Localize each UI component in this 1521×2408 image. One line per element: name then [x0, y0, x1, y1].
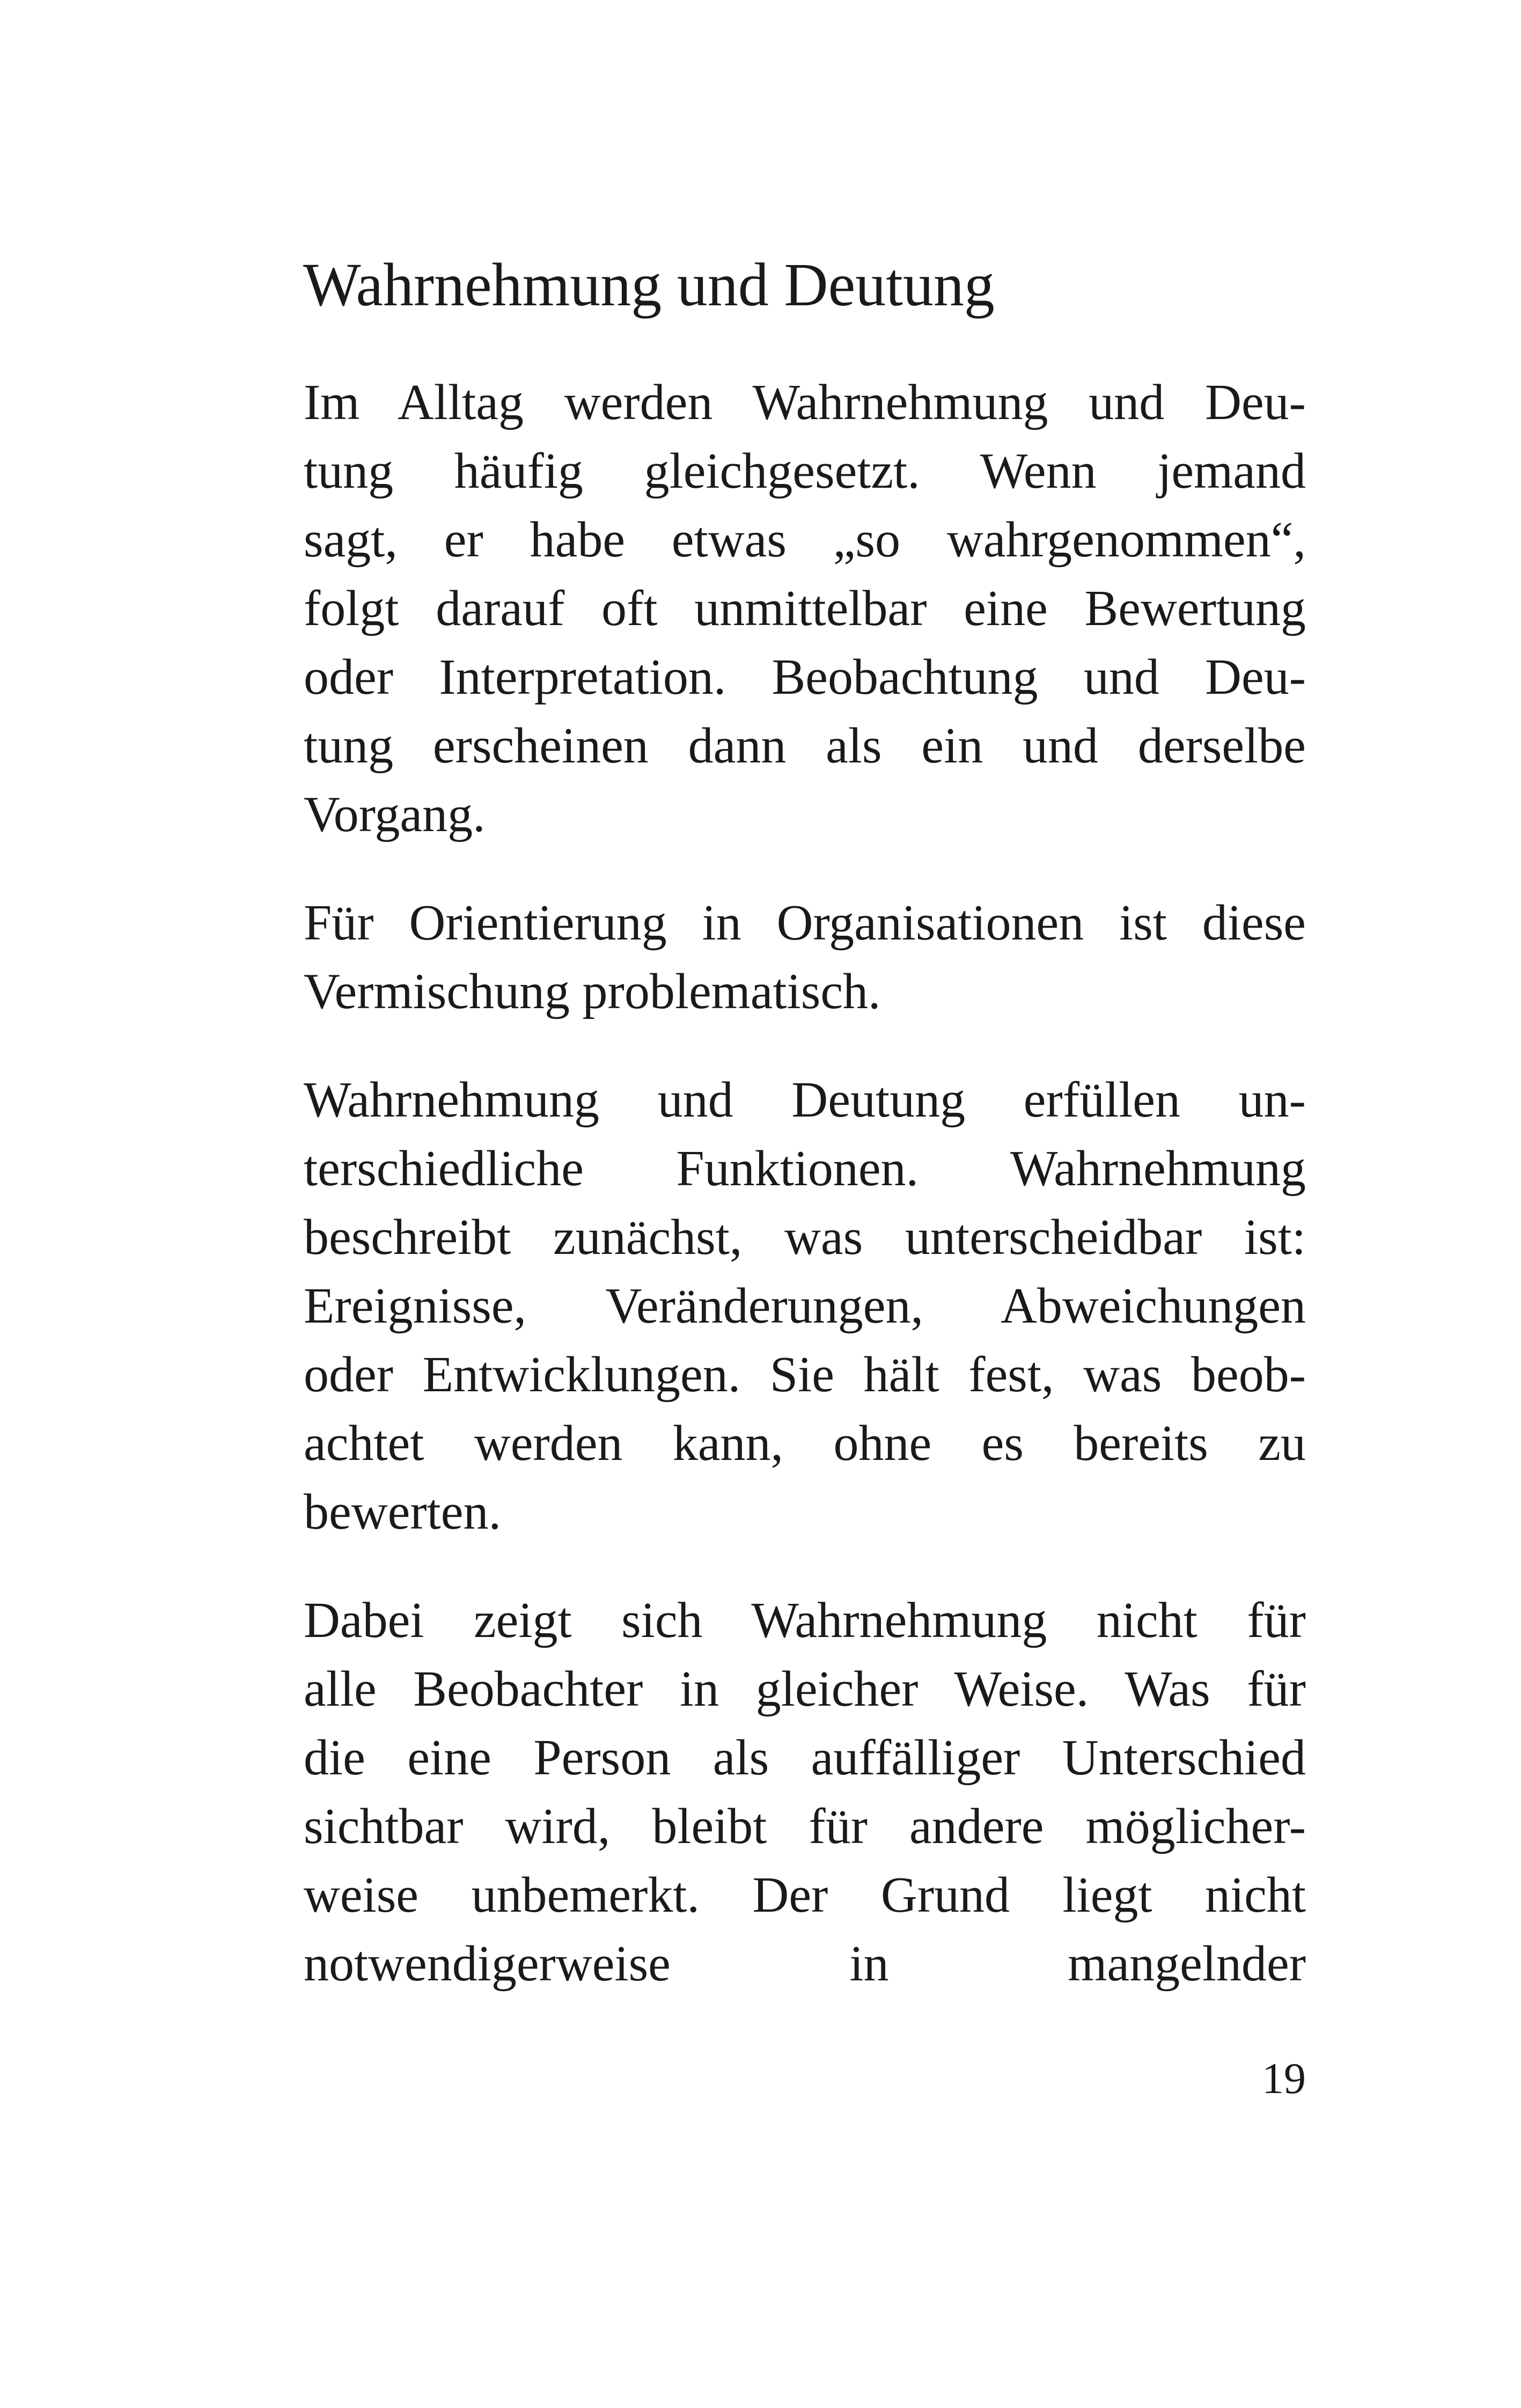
page-number: 19 — [1262, 2054, 1306, 2103]
paragraph-2-line-1: Für Orientierung in Organisationen ist diese — [304, 895, 1306, 951]
paragraph-1-line-2: tung häufig gleichgesetzt. Wenn jemand — [304, 443, 1306, 499]
paragraph-1-line-5: oder Interpretation. Beobachtung und Deu- — [304, 649, 1306, 705]
paragraph-1-line-1: Im Alltag werden Wahrnehmung und Deu- — [304, 375, 1306, 430]
paragraph-1-line-6: tung erscheinen dann als ein und derselbe — [304, 718, 1306, 774]
paragraph-4-line-4: sichtbar wird, bleibt für andere möglicher- — [304, 1798, 1306, 1854]
paragraph-3-line-3: beschreibt zunächst, was unterscheidbar ist: — [304, 1209, 1306, 1265]
paragraph-1-line-7: Vorgang. — [304, 787, 486, 842]
section-heading: Wahrnehmung und Deutung — [303, 251, 995, 319]
paragraph-1-line-3: sagt, er habe etwas „so wahrgenommen“, — [304, 512, 1306, 568]
paragraph-3-line-4: Ereignisse, Veränderungen, Abweichungen — [304, 1278, 1306, 1334]
paragraph-1-line-4: folgt darauf oft unmittelbar eine Bewertung — [304, 581, 1306, 636]
paragraph-3-line-6: achtet werden kann, ohne es bereits zu — [304, 1415, 1306, 1471]
paragraph-4-line-1: Dabei zeigt sich Wahrnehmung nicht für — [304, 1592, 1306, 1648]
paragraph-4-line-6: notwendigerweise in mangelnder — [304, 1936, 1306, 1992]
paragraph-2-line-2: Vermischung problematisch. — [304, 964, 881, 1019]
paragraph-3-line-1: Wahrnehmung und Deutung erfüllen un- — [304, 1072, 1306, 1128]
paragraph-3-line-7: bewerten. — [304, 1484, 501, 1540]
paragraph-3-line-5: oder Entwicklungen. Sie hält fest, was beob- — [304, 1347, 1306, 1403]
paragraph-4-line-5: weise unbemerkt. Der Grund liegt nicht — [304, 1867, 1306, 1923]
paragraph-4-line-3: die eine Person als auffälliger Unterschied — [304, 1730, 1306, 1786]
paragraph-4-line-2: alle Beobachter in gleicher Weise. Was für — [304, 1661, 1306, 1717]
paragraph-3-line-2: terschiedliche Funktionen. Wahrnehmung — [304, 1141, 1306, 1196]
